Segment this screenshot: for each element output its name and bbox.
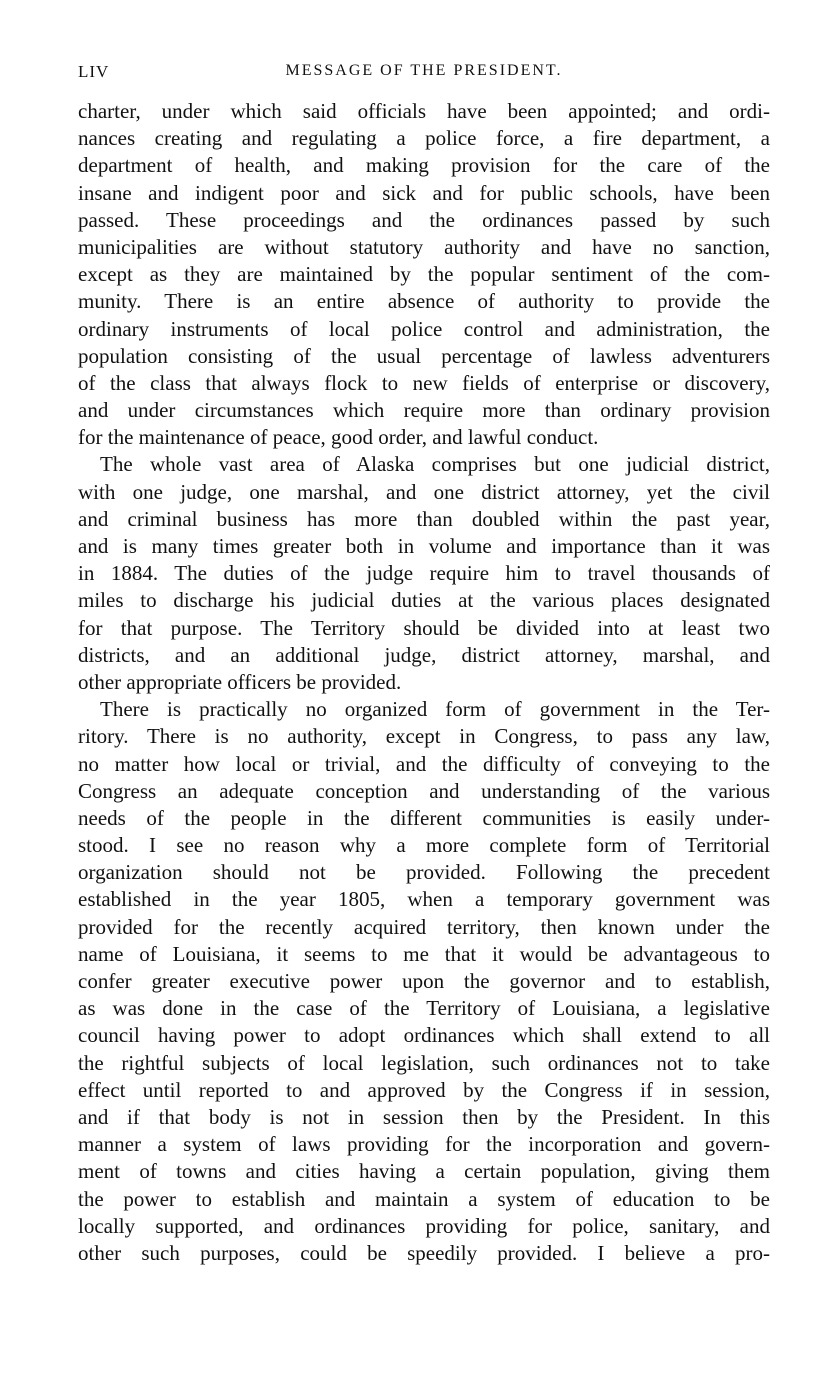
text-line: the power to establish and maintain a system of education to be <box>78 1186 770 1211</box>
text-line: with one judge, one marshal, and one district attorney, yet the civil <box>78 479 770 504</box>
running-head: MESSAGE OF THE PRESIDENT. <box>285 62 563 79</box>
text-line: nances creating and regulating a police force, a fire department, a <box>78 126 770 151</box>
page-number: LIV <box>78 62 110 81</box>
text-line: population consisting of the usual percentage of lawless adventurers <box>78 343 770 368</box>
text-line: established in the year 1805, when a temporary government was <box>78 887 770 912</box>
page-header <box>78 62 770 86</box>
text-line: council having power to adopt ordinances which shall extend to all <box>78 1023 770 1048</box>
text-line: other appropriate officers be provided. <box>78 669 402 694</box>
text-line: districts, and an additional judge, district attorney, marshal, and <box>78 642 770 667</box>
text-line: munity. There is an entire absence of authority to provide the <box>78 289 770 314</box>
text-line: provided for the recently acquired territory, then known under the <box>78 914 770 939</box>
paragraph-2 <box>78 451 770 696</box>
text-line: charter, under which said officials have been appointed; and ordi- <box>78 99 770 123</box>
text-line: ment of towns and cities having a certain population, giving them <box>78 1159 770 1184</box>
text-line: miles to discharge his judicial duties at the various places designated <box>78 588 770 613</box>
text-line: department of health, and making provision for the care of the <box>78 153 770 178</box>
text-line: except as they are maintained by the popular sentiment of the com- <box>78 262 770 287</box>
text-line: ordinary instruments of local police control and administration, the <box>78 316 770 341</box>
text-line: and if that body is not in session then by the President. In this <box>78 1104 770 1129</box>
text-line: locally supported, and ordinances providing for police, sanitary, and <box>78 1213 770 1238</box>
text-line: no matter how local or trivial, and the difficulty of conveying to the <box>78 751 770 776</box>
text-line: insane and indigent poor and sick and for public schools, have been <box>78 180 770 205</box>
text-line: Congress an adequate conception and understanding of the various <box>78 778 770 803</box>
body-text <box>78 98 770 1267</box>
text-line: name of Louisiana, it seems to me that it would be advantageous to <box>78 941 770 966</box>
text-line: for the maintenance of peace, good order, and lawful conduct. <box>78 425 599 450</box>
paragraph-3 <box>78 696 770 1267</box>
text-line: organization should not be provided. Following the precedent <box>78 860 770 885</box>
text-line: There is practically no organized form of government in the Ter- <box>100 697 770 722</box>
text-line: needs of the people in the different communities is easily under- <box>78 805 770 830</box>
text-line: municipalities are without statutory authority and have no sanction, <box>78 234 770 259</box>
text-line: manner a system of laws providing for the incorporation and govern- <box>78 1132 770 1157</box>
paragraph-1 <box>78 98 770 451</box>
text-line: and criminal business has more than doubled within the past year, <box>78 506 770 531</box>
text-line: confer greater executive power upon the governor and to establish, <box>78 969 770 993</box>
text-line: stood. I see no reason why a more complete form of Territorial <box>78 833 770 858</box>
text-line: and is many times greater both in volume and importance than it was <box>78 534 770 558</box>
text-line: effect until reported to and approved by the Congress if in session, <box>78 1077 770 1102</box>
text-line: ritory. There is no authority, except in Congress, to pass any law, <box>78 724 770 749</box>
text-line: the rightful subjects of local legislation, such ordinances not to take <box>78 1050 770 1075</box>
text-line: in 1884. The duties of the judge require him to travel thousands of <box>78 561 770 586</box>
text-line: other such purposes, could be speedily provided. I believe a pro- <box>78 1240 770 1265</box>
text-line: passed. These proceedings and the ordinances passed by such <box>78 207 770 232</box>
text-line: for that purpose. The Territory should be divided into at least two <box>78 615 770 640</box>
text-line: of the class that always flock to new fields of enterprise or discovery, <box>78 370 770 395</box>
text-line: and under circumstances which require more than ordinary provision <box>78 398 770 423</box>
text-line: The whole vast area of Alaska comprises but one judicial district, <box>100 452 770 477</box>
text-line: as was done in the case of the Territory of Louisiana, a legislative <box>78 996 770 1021</box>
